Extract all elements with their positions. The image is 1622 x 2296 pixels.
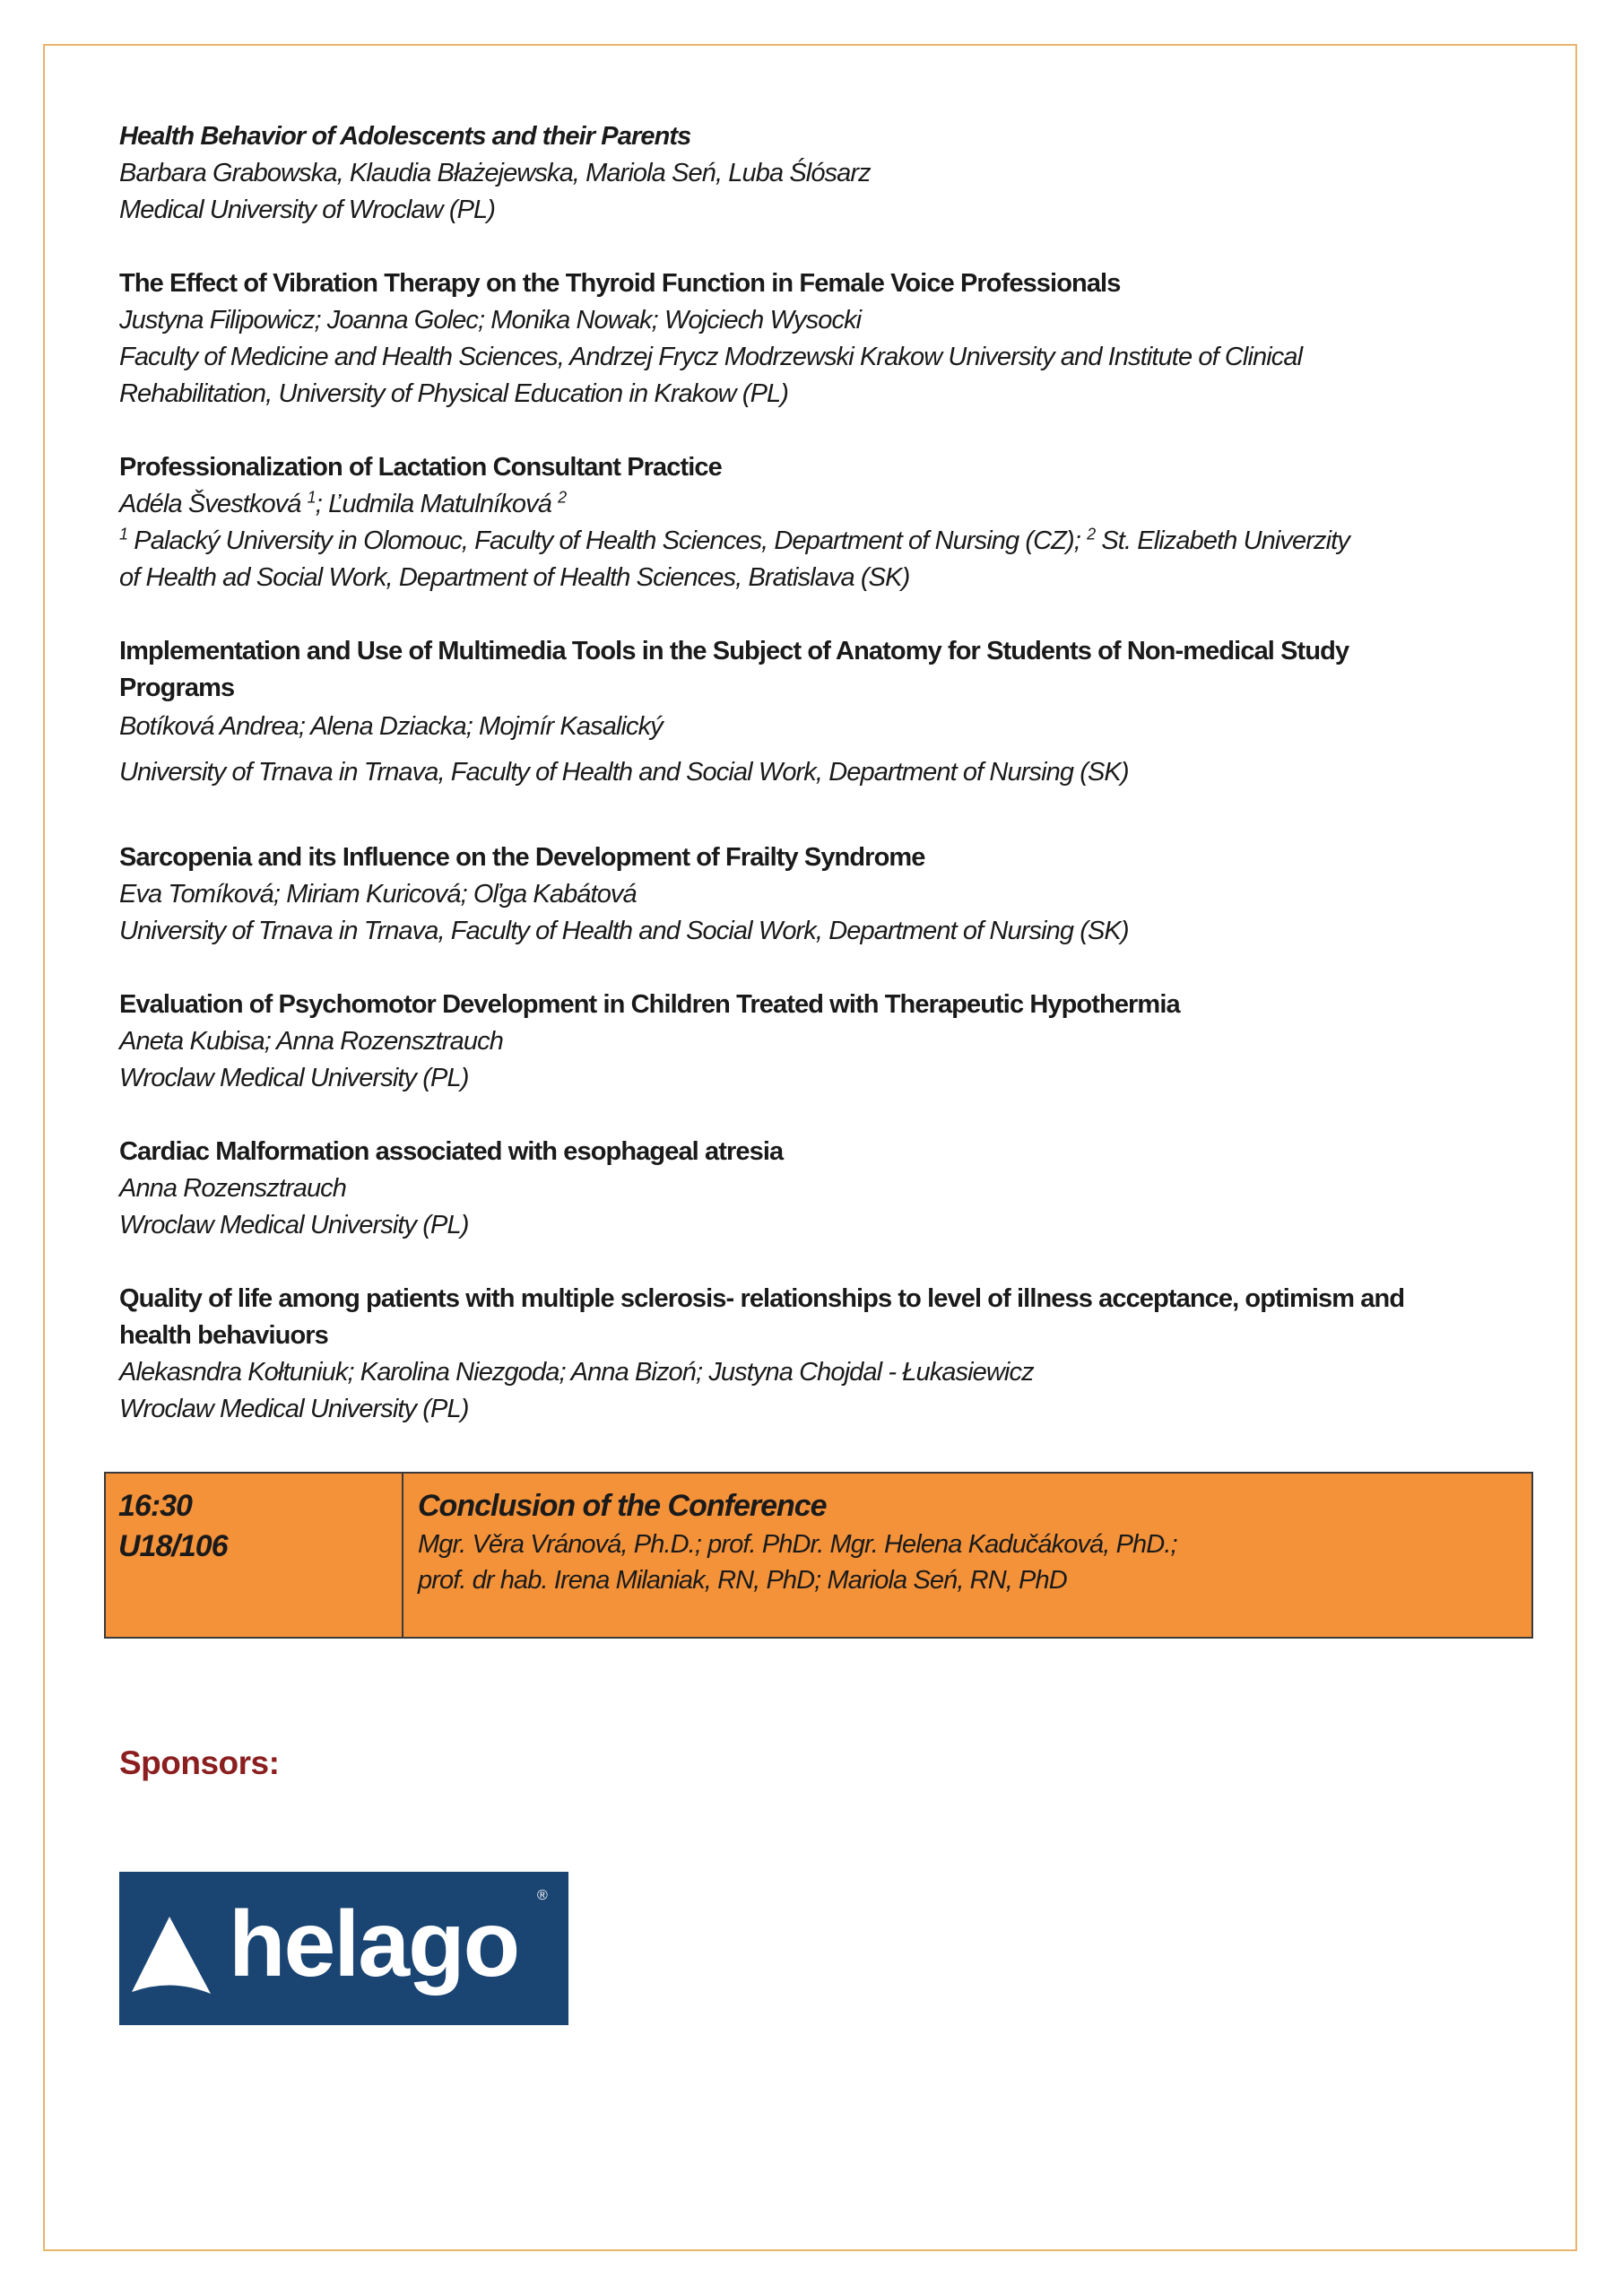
entry-affiliation: Wroclaw Medical University (PL) — [119, 1395, 469, 1423]
sponsors-heading: Sponsors: — [119, 1744, 280, 1781]
entry-authors: Alekasndra Kołtuniuk; Karolina Niezgoda; Anna Bizoń; Justyna Chojdal - Łukasiewicz — [119, 1358, 1034, 1387]
entry-title: Quality of life among patients with multiple sclerosis- relationships to level of illness acceptance, optimism and — [119, 1284, 1405, 1313]
entry-affiliation: Wroclaw Medical University (PL) — [119, 1064, 469, 1092]
author-name: ; Ľudmila Matulníková — [315, 490, 559, 518]
entry-authors: Justyna Filipowicz; Joanna Golec; Monika Nowak; Wojciech Wysocki — [119, 306, 862, 335]
entry-authors: Anna Rozensztrauch — [119, 1174, 347, 1203]
abstract-entry — [119, 265, 1536, 413]
entry-affiliation — [119, 523, 1536, 560]
abstract-entry — [119, 449, 1536, 596]
entry-affiliation: Medical University of Wroclaw (PL) — [119, 196, 495, 224]
affiliation-marker: 2 — [1087, 525, 1096, 544]
affiliation-text: St. Elizabeth Univerzity — [1095, 526, 1349, 555]
entry-authors: Aneta Kubisa; Anna Rozensztrauch — [119, 1027, 503, 1056]
entry-title: health behaviuors — [119, 1321, 328, 1350]
entry-affiliation: University of Trnava in Trnava, Faculty of Health and Social Work, Department of Nursing (SK) — [119, 758, 1129, 787]
entry-affiliation: University of Trnava in Trnava, Faculty of Health and Social Work, Department of Nursing (SK) — [119, 917, 1129, 945]
session-title: Conclusion of the Conference — [418, 1489, 827, 1523]
entry-authors: Barbara Grabowska, Klaudia Błażejewska, Mariola Seń, Luba Ślósarz — [119, 159, 871, 187]
abstract-entry — [119, 118, 1536, 229]
entry-affiliation: Wroclaw Medical University (PL) — [119, 1211, 469, 1239]
author-name: Adéla Švestková — [119, 490, 308, 518]
entry-title: Programs — [119, 674, 235, 702]
entry-authors — [119, 486, 1536, 523]
entry-affiliation: Rehabilitation, University of Physical Education in Krakow (PL) — [119, 379, 788, 408]
sponsor-wordmark: helago — [229, 1892, 519, 1996]
affiliation-text: Palacký University in Olomouc, Faculty of Health Sciences, Department of Nursing (CZ); — [127, 526, 1088, 555]
session-speakers: prof. dr hab. Irena Milaniak, RN, PhD; Mariola Seń, RN, PhD — [418, 1566, 1067, 1595]
session-details-cell — [403, 1474, 1531, 1637]
affiliation-marker: 1 — [307, 488, 316, 507]
entry-title: The Effect of Vibration Therapy on the Thyroid Function in Female Voice Professionals — [119, 269, 1121, 298]
affiliation-marker: 2 — [558, 488, 567, 507]
closing-session-row — [104, 1472, 1533, 1639]
entry-authors: Eva Tomíková; Miriam Kuricová; Oľga Kabátová — [119, 880, 637, 909]
abstract-entry — [119, 987, 1536, 1097]
abstract-entry — [119, 633, 1536, 791]
entry-title: Evaluation of Psychomotor Development in Children Treated with Therapeutic Hypothermia — [119, 990, 1180, 1019]
entry-affiliation: Faculty of Medicine and Health Sciences, Andrzej Frycz Modrzewski Krakow University and Institute of Clinical — [119, 343, 1303, 371]
registered-mark-icon: ® — [537, 1888, 548, 1903]
abstract-list — [119, 118, 1536, 1465]
abstract-entry — [119, 1134, 1536, 1244]
session-speakers: Mgr. Věra Vránová, Ph.D.; prof. PhDr. Mgr. Helena Kadučáková, PhD.; — [418, 1530, 1177, 1559]
session-time: 16:30 — [118, 1489, 192, 1523]
affiliation-marker: 1 — [119, 525, 128, 544]
session-room: U18/106 — [118, 1529, 228, 1563]
abstract-entry — [119, 1281, 1536, 1428]
triangle-sail-icon — [130, 1915, 213, 1997]
entry-title: Cardiac Malformation associated with esophageal atresia — [119, 1137, 784, 1166]
sponsor-logo-helago[interactable] — [119, 1872, 568, 2025]
entry-affiliation: of Health ad Social Work, Department of Health Sciences, Bratislava (SK) — [119, 563, 910, 592]
entry-title: Professionalization of Lactation Consultant Practice — [119, 453, 722, 482]
abstract-entry — [119, 839, 1536, 950]
session-time-cell — [106, 1474, 403, 1637]
entry-title: Health Behavior of Adolescents and their Parents — [119, 122, 691, 151]
entry-title: Implementation and Use of Multimedia Tools in the Subject of Anatomy for Students of Non-medical Study — [119, 637, 1349, 665]
entry-authors: Botíková Andrea; Alena Dziacka; Mojmír Kasalický — [119, 712, 663, 741]
entry-title: Sarcopenia and its Influence on the Development of Frailty Syndrome — [119, 843, 925, 872]
